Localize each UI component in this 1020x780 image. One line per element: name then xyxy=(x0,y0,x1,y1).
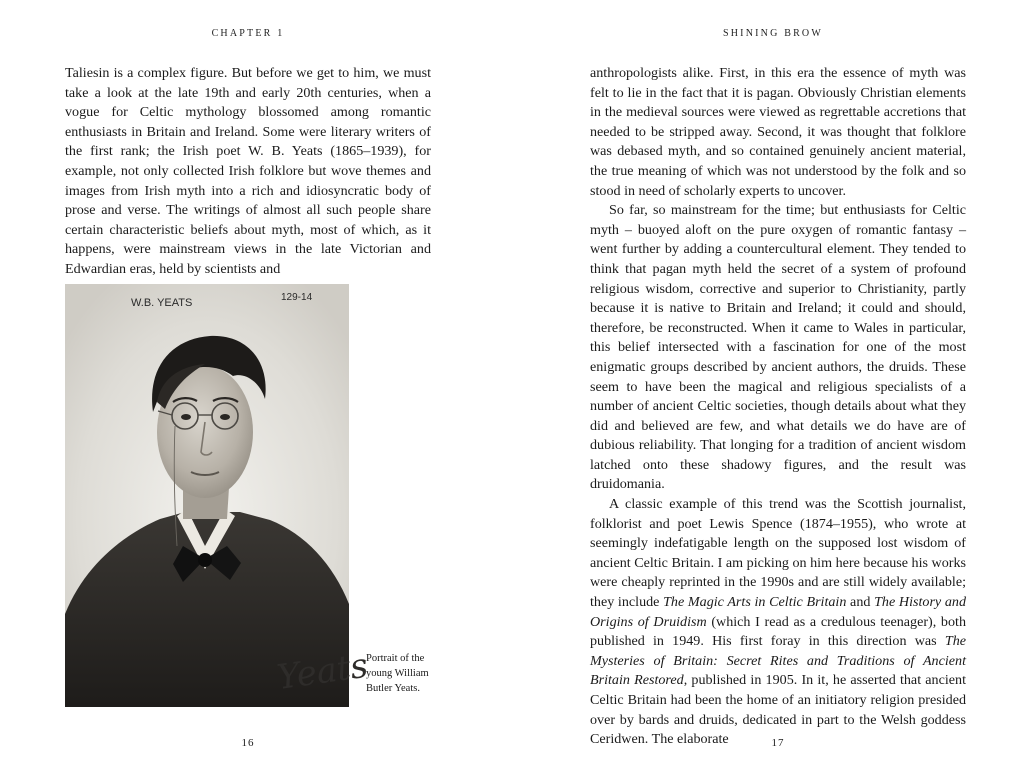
text-run: , published in 1905. In it, he asserted that ancient Celtic Britain had been the home of an initiatory religion presided over by bards and druids, dedicated in part to the Welsh goddess Ceridwen. The elaborate xyxy=(590,672,966,748)
paragraph-taliesin: Taliesin is a complex figure. But before we get to him, we must take a look at the late 19th and early 20th centuries, when a vogue for Celtic mythology blossomed among romantic enthusiasts in Britain and Ireland. Some were literary writers of the first rank; the Irish poet W. B. Yeats (1865–1939), for example, not only collected Irish folklore but wove themes and images from Irish myth into a rich and idiosyncratic body of prose and verse. The writings of almost all such people share certain characteristic beliefs about myth, most of which, as it happens, were mainstream views in the late Victorian and Edwardian eras, held by scientists and xyxy=(65,65,431,277)
text-run: and xyxy=(846,594,875,611)
paragraph-lewis-spence xyxy=(590,495,966,750)
right-body-text xyxy=(590,64,966,750)
running-head-right: SHINING BROW xyxy=(722,28,823,39)
book-title: The History and Origins of Druidism xyxy=(590,594,966,630)
figure-caption: Portrait of the young William Butler Yeats. xyxy=(366,653,429,694)
paragraph-mainstream: So far, so mainstream for the time; but enthusiasts for Celtic myth – buoyed aloft on the pure oxygen of romantic fantasy – went further by adding a countercultural element. They tended to think that pagan myth held the secret of a system of profound religious wisdom, corrective and superior to Christianity, partly because it is native to Britain and Ireland; it could and should, therefore, be reconstructed. When it came to Wales in particular, this belief intersected with a fascination for one of the most enigmatic groups described by ancient authors, the druids. These seem to have been the magical and religious specialists of a number of ancient Celtic societies, though details about what they did and believed are few, and what details we do have are of dubious reliability. That longing for a tradition of ancient wisdom latched onto these shadowy figures, and the result was druidomania. xyxy=(590,202,966,493)
text-run: A classic example of this trend was the Scottish journalist, folklorist and poet Lewis Spence (1874–1955), who wrote at seemingly indefatigable length on the supposed lost wisdom of ancient Celtic Britain. I am picking on him here because his works were cheaply reprinted in the 1990s and are still widely available; they include xyxy=(590,496,966,611)
book-title: The Magic Arts in Celtic Britain xyxy=(663,594,847,611)
photo-inscription-left: W.B. YEATS xyxy=(131,297,193,309)
book-title: The Mysteries of Britain: Secret Rites and Traditions of Ancient Britain Restored xyxy=(590,633,966,689)
portrait-illustration xyxy=(65,284,371,707)
signature-fragment: Yeats xyxy=(274,645,371,698)
running-head-left: CHAPTER 1 xyxy=(211,28,285,39)
paragraph-anthropologists: anthropologists alike. First, in this era the essence of myth was felt to lie in the fact that it is pagan. Obviously Christian elements in the medieval sources were viewed as regrettable accretions that needed to be stripped away. Second, it was thought that folklore was debased myth, and so contained genuinely ancient material, the true meaning of which was not understood by the folk and so stood in need of scholarly experts to uncover. xyxy=(590,65,966,199)
page-number-left: 16 xyxy=(241,737,255,749)
left-body-text xyxy=(65,64,431,280)
photo-inscription-right: 129-14 xyxy=(281,292,313,303)
text-run: (which I read as a credulous teenager), both published in 1949. His first foray in this direction was xyxy=(590,613,966,650)
yeats-portrait-photo xyxy=(65,284,371,707)
right-page xyxy=(510,0,1020,780)
page-number-right: 17 xyxy=(771,737,785,749)
